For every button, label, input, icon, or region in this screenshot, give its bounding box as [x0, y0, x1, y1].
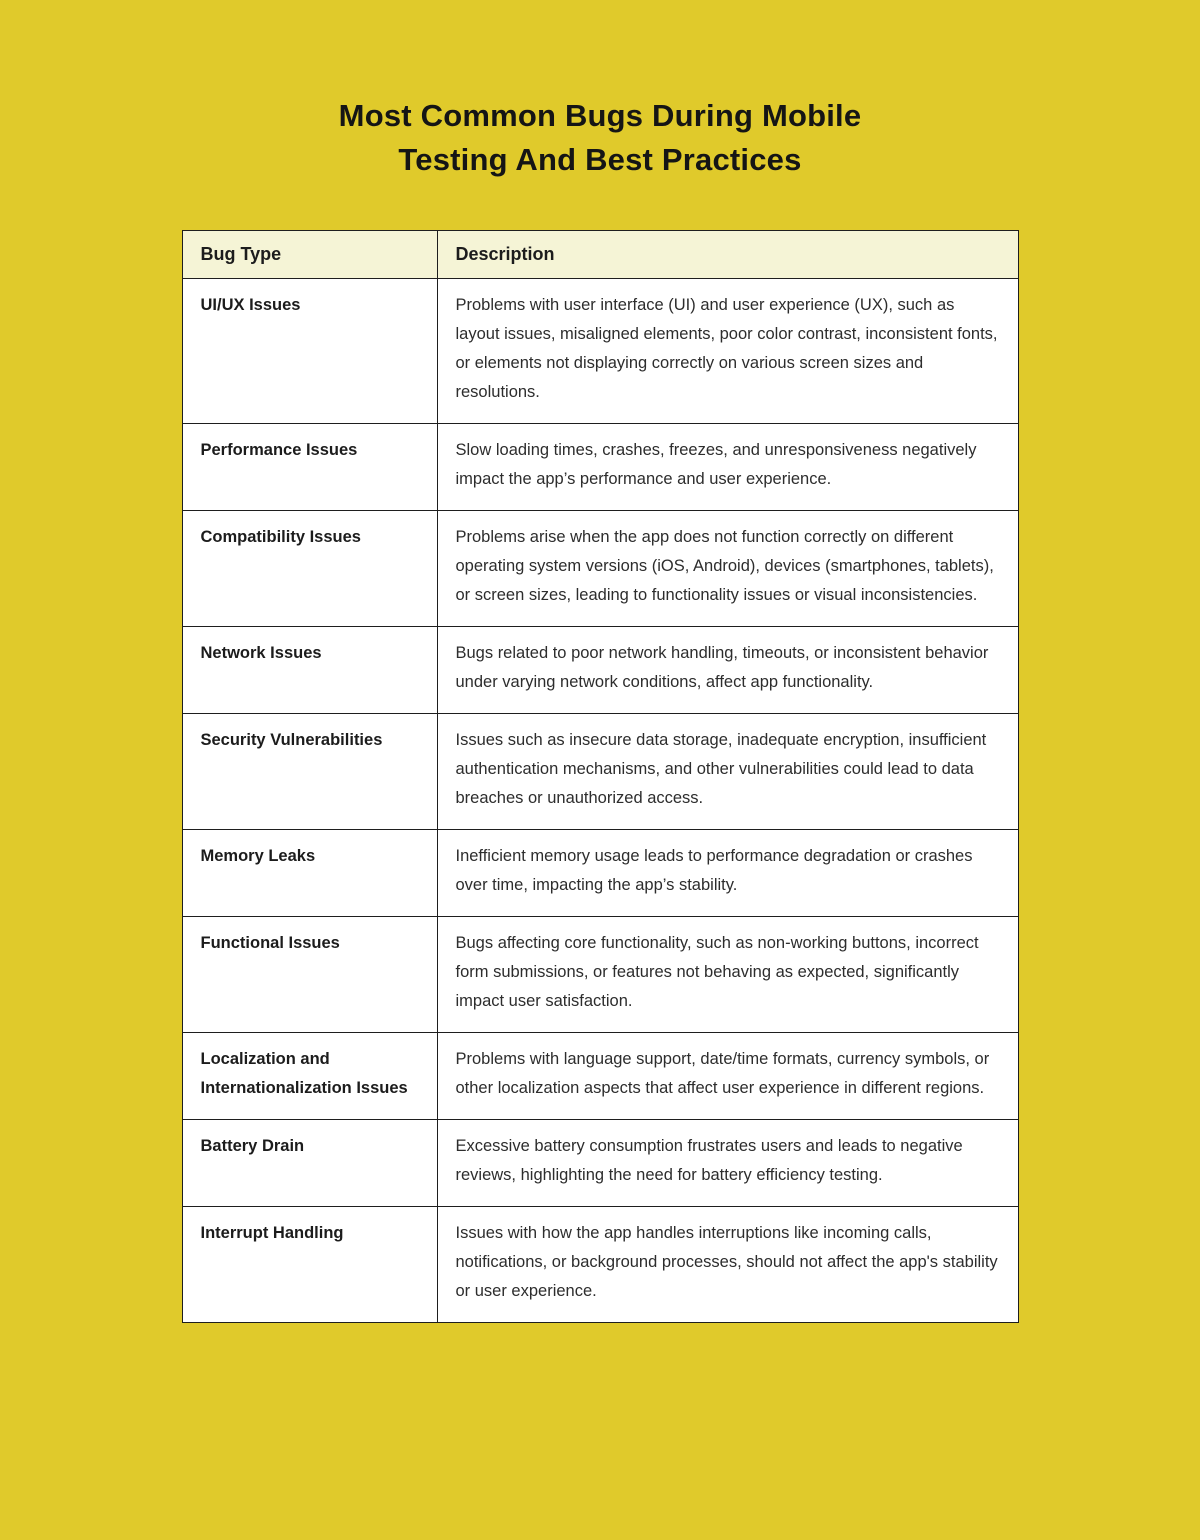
bug-type-cell: Functional Issues: [182, 917, 437, 1033]
table-row: [182, 1033, 1018, 1120]
bug-table: [182, 230, 1019, 1323]
description-cell: Excessive battery consumption frustrates users and leads to negative reviews, highlighting the need for battery efficiency testing.: [437, 1120, 1018, 1207]
description-cell: Bugs affecting core functionality, such as non-working buttons, incorrect form submissions, or features not behaving as expected, significantly impact user satisfaction.: [437, 917, 1018, 1033]
description-cell: Problems with language support, date/time formats, currency symbols, or other localization aspects that affect user experience in different regions.: [437, 1033, 1018, 1120]
bug-type-cell: Battery Drain: [182, 1120, 437, 1207]
page-title-line-1: Most Common Bugs During Mobile: [338, 98, 862, 133]
bug-type-header: Bug Type: [182, 231, 437, 279]
table-row: [182, 627, 1018, 714]
bug-type-cell: Memory Leaks: [182, 830, 437, 917]
table-row: [182, 511, 1018, 627]
bug-type-cell: UI/UX Issues: [182, 279, 437, 424]
table-row: [182, 279, 1018, 424]
table-row: [182, 830, 1018, 917]
page-title-line-2: Testing And Best Practices: [398, 142, 802, 177]
table-row: [182, 917, 1018, 1033]
description-cell: Bugs related to poor network handling, timeouts, or inconsistent behavior under varying network conditions, affect app functionality.: [437, 627, 1018, 714]
table-row: [182, 714, 1018, 830]
description-header: Description: [437, 231, 1018, 279]
description-cell: Slow loading times, crashes, freezes, and unresponsiveness negatively impact the app’s performance and user experience.: [437, 424, 1018, 511]
bug-type-cell: Performance Issues: [182, 424, 437, 511]
bug-table-body: [182, 279, 1018, 1323]
description-cell: Issues with how the app handles interruptions like incoming calls, notifications, or background processes, should not affect the app's stability or user experience.: [437, 1207, 1018, 1323]
bug-type-cell: Interrupt Handling: [182, 1207, 437, 1323]
bug-table-head: [182, 231, 1018, 279]
bug-type-cell: Security Vulnerabilities: [182, 714, 437, 830]
table-row: [182, 1120, 1018, 1207]
header-row: [182, 231, 1018, 279]
description-cell: Problems with user interface (UI) and user experience (UX), such as layout issues, misaligned elements, poor color contrast, inconsistent fonts, or elements not displaying correctly on various screen sizes and resolutions.: [437, 279, 1018, 424]
table-row: [182, 424, 1018, 511]
page-title: [0, 94, 1200, 182]
description-cell: Inefficient memory usage leads to performance degradation or crashes over time, impacting the app’s stability.: [437, 830, 1018, 917]
bug-type-cell: Localization and Internationalization Issues: [182, 1033, 437, 1120]
description-cell: Issues such as insecure data storage, inadequate encryption, insufficient authentication mechanisms, and other vulnerabilities could lead to data breaches or unauthorized access.: [437, 714, 1018, 830]
bug-type-cell: Network Issues: [182, 627, 437, 714]
table-row: [182, 1207, 1018, 1323]
description-cell: Problems arise when the app does not function correctly on different operating system versions (iOS, Android), devices (smartphones, tablets), or screen sizes, leading to functionality issues or visual inconsistencies.: [437, 511, 1018, 627]
bug-type-cell: Compatibility Issues: [182, 511, 437, 627]
